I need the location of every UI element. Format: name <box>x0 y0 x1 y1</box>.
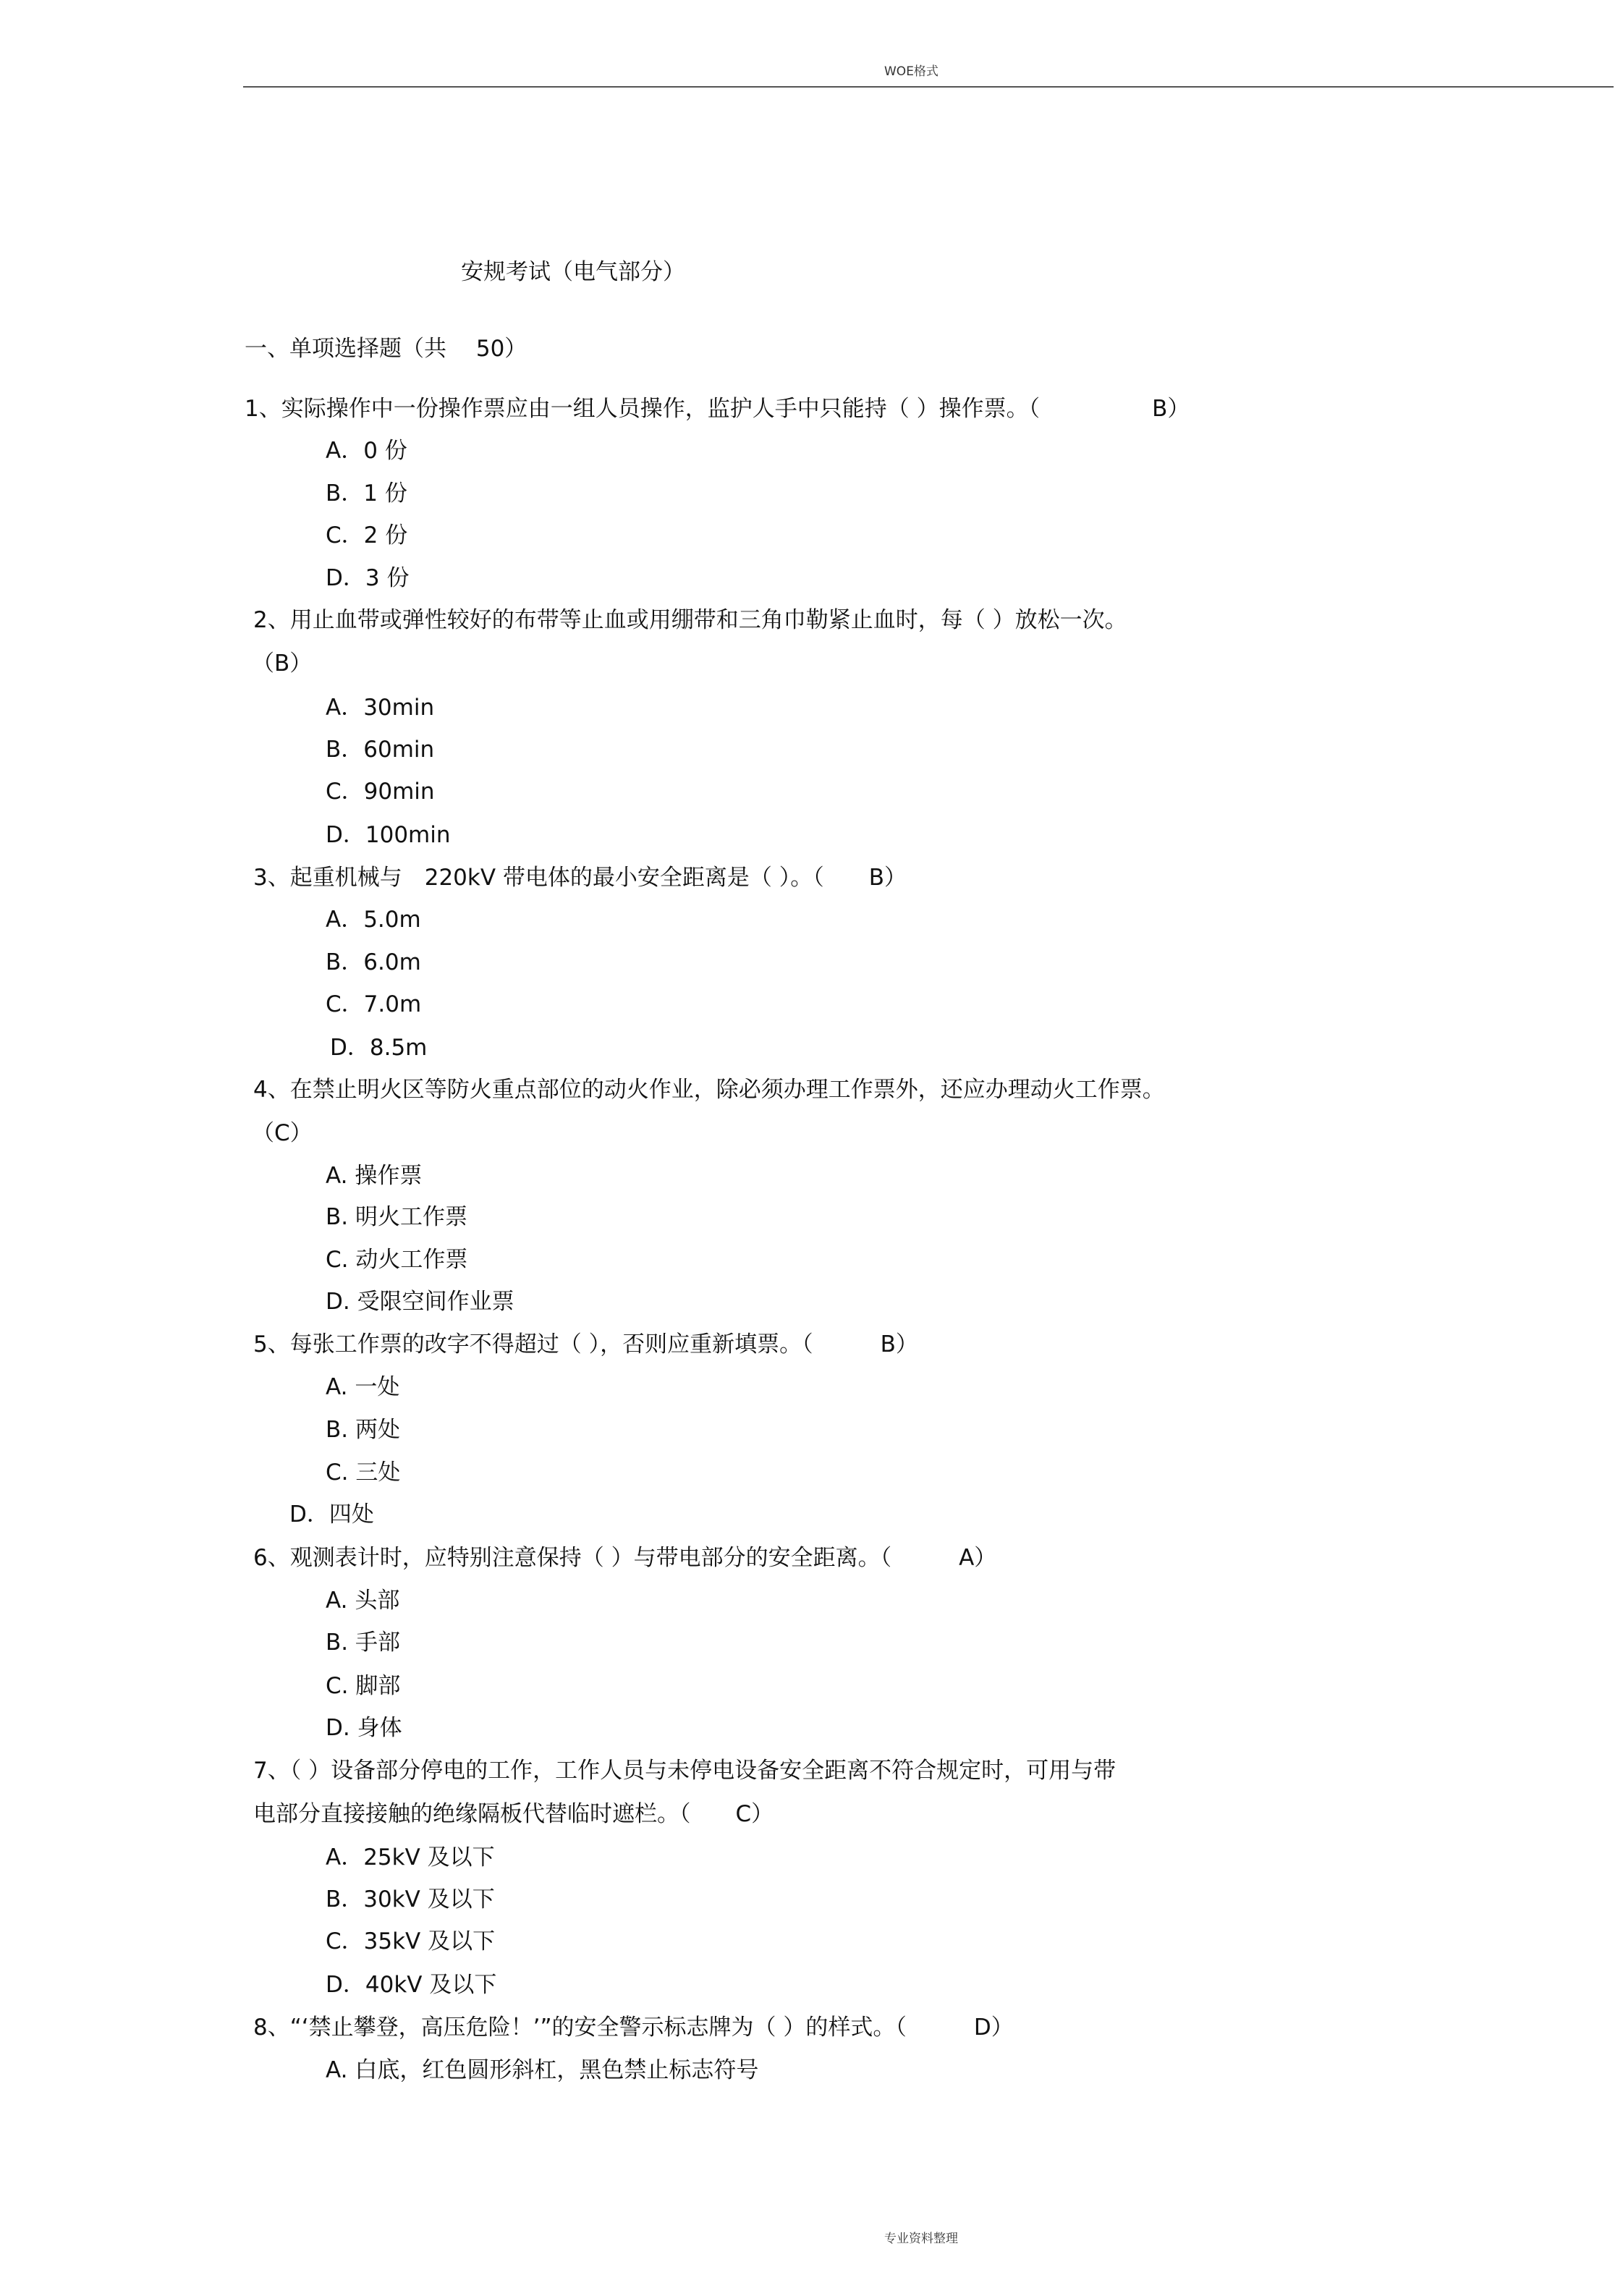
question-3-option-c: C．7.0m <box>326 991 422 1017</box>
question-5-option-c: C. 三处 <box>326 1460 401 1486</box>
question-8-option-a: A. 白底，红色圆形斜杠，黑色禁止标志符号 <box>326 2057 759 2083</box>
question-2-option-d: D．100min <box>326 822 451 848</box>
question-5-option-a: A. 一处 <box>326 1374 400 1400</box>
question-4-option-a: A. 操作票 <box>326 1163 423 1189</box>
question-6-option-d: D. 身体 <box>326 1715 402 1741</box>
question-4-answer: （C） <box>252 1120 313 1146</box>
question-5-option-d: D．四处 <box>289 1501 374 1528</box>
question-3-text: 3、起重机械与 220kV 带电体的最小安全距离是（ ）。（ B） <box>253 865 907 891</box>
page-footer-text: 专业资料整理 <box>884 2232 958 2246</box>
question-7-text-line-1: 7、（ ）设备部分停电的工作，工作人员与未停电设备安全距离不符合规定时，可用与带 <box>253 1758 1116 1784</box>
question-5-option-b: B. 两处 <box>326 1417 400 1443</box>
question-2-option-b: B．60min <box>326 737 435 763</box>
question-6-option-b: B. 手部 <box>326 1630 400 1656</box>
section-heading: 一、单项选择题（共 50） <box>245 336 527 362</box>
question-1-option-b: B．1 份 <box>326 480 407 507</box>
question-6-option-c: C. 脚部 <box>326 1673 401 1699</box>
question-6-option-a: A. 头部 <box>326 1588 400 1614</box>
question-5-text: 5、每张工作票的改字不得超过（ ），否则应重新填票。（ B） <box>253 1331 918 1357</box>
question-2-option-a: A．30min <box>326 695 435 721</box>
question-6-text: 6、观测表计时，应特别注意保持（ ）与带电部分的安全距离。（ A） <box>253 1545 997 1571</box>
question-7-text-line-2: 电部分直接接触的绝缘隔板代替临时遮栏。（ C） <box>253 1801 774 1827</box>
question-1-option-d: D．3 份 <box>326 565 410 591</box>
question-4-option-c: C. 动火工作票 <box>326 1247 468 1273</box>
question-3-option-b: B．6.0m <box>326 949 421 975</box>
question-7-option-d: D．40kV 及以下 <box>326 1972 497 1998</box>
question-7-option-c: C．35kV 及以下 <box>326 1928 496 1954</box>
document-title: 安规考试（电气部分） <box>461 259 685 285</box>
question-3-option-d: D．8.5m <box>330 1035 428 1061</box>
question-7-option-b: B．30kV 及以下 <box>326 1886 495 1912</box>
question-4-option-b: B. 明火工作票 <box>326 1204 467 1230</box>
page-header-text: WOE格式 <box>884 64 938 79</box>
question-2-text: 2、用止血带或弹性较好的布带等止血或用绷带和三角巾勒紧止血时，每（ ）放松一次。 <box>253 607 1127 633</box>
question-1-option-a: A．0 份 <box>326 438 407 464</box>
question-2-answer: （B） <box>252 651 313 677</box>
question-4-option-d: D. 受限空间作业票 <box>326 1289 514 1315</box>
header-rule <box>243 86 1614 88</box>
question-3-option-a: A．5.0m <box>326 907 421 933</box>
question-1-option-c: C．2 份 <box>326 522 408 548</box>
question-7-option-a: A．25kV 及以下 <box>326 1844 495 1871</box>
question-2-option-c: C．90min <box>326 779 435 805</box>
question-4-text: 4、在禁止明火区等防火重点部位的动火作业，除必须办理工作票外，还应办理动火工作票。 <box>253 1077 1165 1103</box>
question-8-text: 8、“‘禁止攀登，高压危险！’”的安全警示标志牌为（ ）的样式。（ D） <box>253 2015 1014 2041</box>
question-1-text: 1、实际操作中一份操作票应由一组人员操作，监护人手中只能持（ ）操作票。（ B） <box>245 396 1190 422</box>
